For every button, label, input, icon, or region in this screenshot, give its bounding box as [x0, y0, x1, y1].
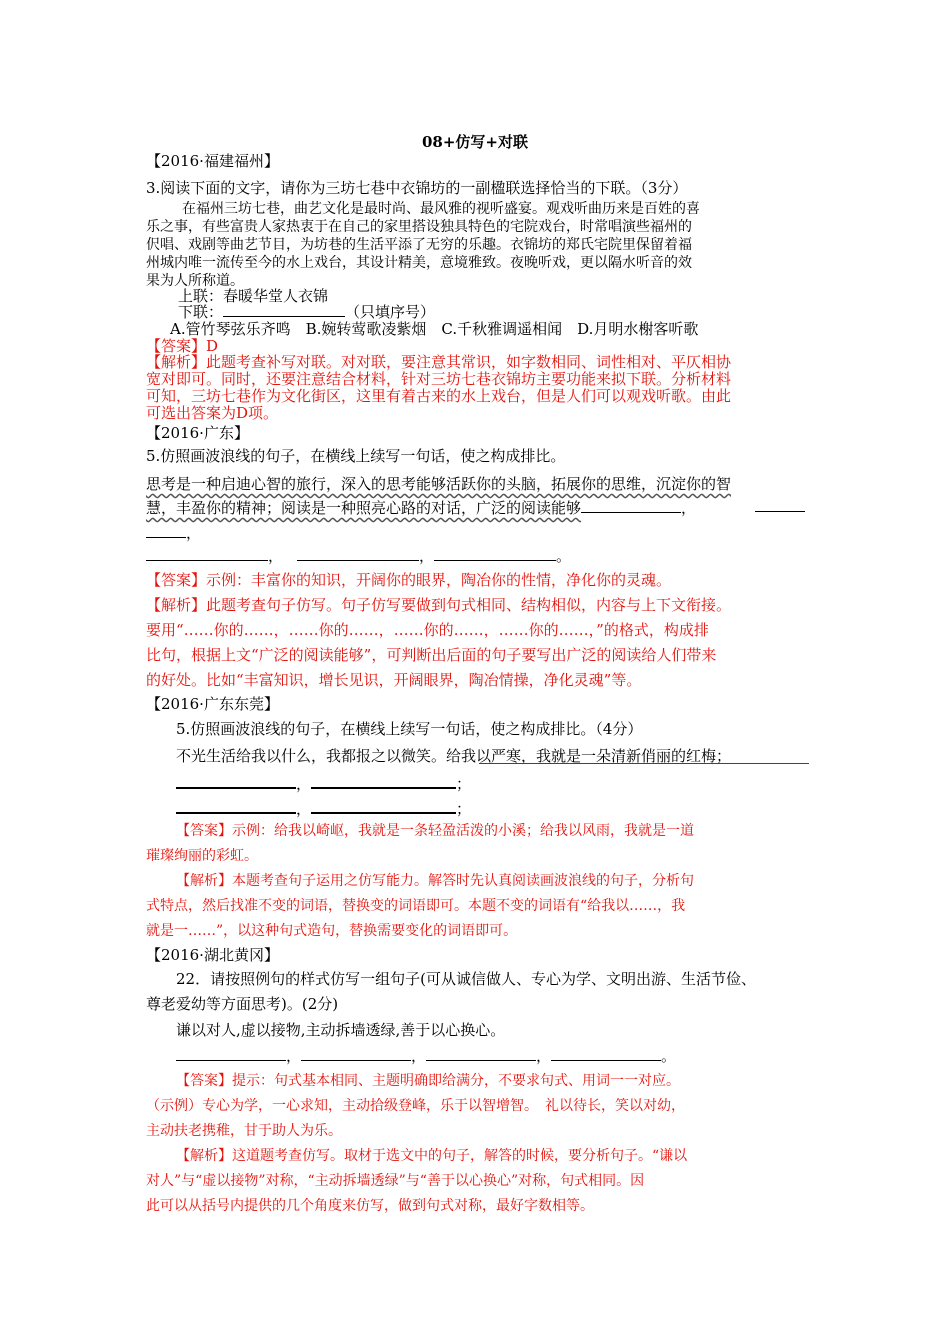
analysis-line: 【解析】本题考查句子运用之仿写能力。解答时先认真阅读画波浪线的句子，分析句 [176, 873, 694, 889]
answer-text: 【答案】示例：丰富你的知识，开阔你的眼界，陶冶你的性情，净化你的灵魂。 [146, 571, 672, 589]
answer-blank[interactable] [311, 797, 456, 814]
comma: ， [411, 1047, 427, 1065]
answer-blank[interactable] [176, 797, 296, 814]
semicolon: ； [456, 800, 472, 818]
passage-line: 在福州三坊七巷，曲艺文化是最时尚、最风雅的视听盛宴。观戏听曲历来是百姓的喜 [182, 201, 700, 217]
answer-line-row [146, 497, 696, 518]
analysis-line: 的好处。比如“丰富知识，增长见识，开阔眼界，陶冶情操，净化灵魂”等。 [146, 671, 642, 689]
answer-line-row [176, 797, 471, 819]
analysis-line: 【解析】这道题考查仿写。取材于选文中的句子，解答的时候，要分析句子。“谦以 [176, 1148, 688, 1164]
section-tag-fuzhou: 【2016·福建福州】 [146, 152, 279, 170]
comma: ， [296, 800, 312, 818]
answer-tag: 【答案】 [146, 337, 207, 355]
analysis-line: 式特点，然后找准不变的词语，替换变的词语即可。本题不变的词语有“给我以……，我 [146, 898, 686, 914]
passage-line: 伬唱、戏剧等曲艺节目，为坊巷的生活平添了无穷的乐趣。衣锦坊的郑氏宅院里保留着福 [146, 237, 692, 253]
answer-line: 璀璨绚丽的彩虹。 [146, 848, 258, 864]
wavy-sentence-end: 慧，丰盈你的精神；阅读是一种照亮心路的对话，广泛的阅读能够 [146, 499, 582, 517]
passage-line: 果为人所称道。 [146, 273, 244, 289]
analysis-tag: 【解析】 [146, 353, 207, 371]
answer-blank[interactable] [581, 498, 681, 513]
question-22: 22．请按照例句的样式仿写一组句子(可从诚信做人、专心为学、文明出游、生活节俭、 [176, 970, 756, 988]
analysis-line: 此题考查补写对联。对对联，要注意其常识，如字数相同、词性相对、平仄相协 [206, 353, 732, 371]
section-tag-huanggang: 【2016·湖北黄冈】 [146, 946, 279, 964]
answer-line: 【答案】提示：句式基本相同、主题明确即给满分，不要求句式、用词一一对应。 [176, 1073, 680, 1089]
answer-blank[interactable] [301, 1046, 411, 1061]
answer-line: 主动扶老携稚，甘于助人为乐。 [146, 1123, 342, 1139]
comma: ， [681, 499, 697, 517]
question-5: 5.仿照画波浪线的句子，在横线上续写一句话，使之构成排比。 [146, 447, 566, 465]
analysis-line: 对人”与“虚以接物”对称，“主动拆墙透绿”与“善于以心换心”对称，句式相同。因 [146, 1173, 645, 1189]
semicolon: ； [456, 775, 472, 793]
answer-blank[interactable] [146, 523, 186, 538]
period: 。 [661, 1047, 677, 1065]
lower-couplet-blank[interactable] [223, 302, 345, 317]
analysis-line: 比句，根据上文“广泛的阅读能够”，可判断出后面的句子要写出广泛的阅读给人们带来 [146, 646, 717, 664]
comma: ， [186, 524, 202, 542]
example-sentence: 谦以对人,虚以接物,主动拆墙透绿,善于以心换心。 [176, 1021, 506, 1039]
answer-blank[interactable] [311, 772, 456, 789]
answer-blank[interactable] [297, 546, 419, 561]
passage-line: 乐之事，有些富贵人家热衷于在自己的家里搭设独具特色的宅院戏台，时常唱演些福州的 [146, 219, 692, 235]
answer-blank[interactable] [176, 1046, 286, 1061]
analysis-line: 要用“……你的……，……你的……，……你的……，……你的……，”的格式，构成排 [146, 621, 709, 639]
answer-blank[interactable] [176, 772, 296, 789]
answer-line: （示例）专心为学，一心求知，主动拾级登峰，乐于以智增智。 礼以待长，笑以对幼， [146, 1098, 685, 1114]
answer-blank[interactable] [551, 1046, 661, 1061]
wavy-underline [479, 763, 809, 764]
answer-line-row [146, 545, 571, 566]
passage-line: 州城内唯一流传至今的水上戏台，其设计精美，意境雅致。夜晚听戏，更以隔水听音的效 [146, 255, 692, 271]
lower-couplet-note: （只填序号） [345, 303, 436, 321]
analysis-line: 可知，三坊七巷作为文化街区，这里有着古来的水上戏台，但是人们可以观戏听歌。由此 [146, 387, 732, 405]
answer-blank[interactable] [426, 1046, 536, 1061]
answer-blank[interactable] [755, 511, 805, 512]
sentence-lead: 不光生活给我以什么，我都报之以微笑。给我以严寒，我就是一朵清新俏丽的红梅； [176, 747, 732, 765]
upper-couplet: 上联：春暖华堂人衣锦 [178, 287, 329, 305]
analysis-line: 就是一……”，以这种句式造句，替换需要变化的词语即可。 [146, 923, 518, 939]
question-3: 3.阅读下面的文字，请你为三坊七巷中衣锦坊的一副楹联选择恰当的下联。（3分） [146, 179, 688, 197]
analysis-line: 宽对即可。同时，还要注意结合材料，针对三坊七巷衣锦坊主要功能来拟下联。分析材料 [146, 370, 732, 388]
comma: ， [419, 547, 435, 565]
analysis-line: 可选出答案为D项。 [146, 404, 279, 422]
answer-text: D [206, 337, 219, 355]
answer-line-row [176, 1045, 676, 1066]
page-title: 08+仿写+对联 [421, 133, 528, 151]
question-5: 5.仿照画波浪线的句子，在横线上续写一句话，使之构成排比。（4分） [176, 720, 643, 738]
analysis-line: 此可以从括号内提供的几个角度来仿写，做到句式对称，最好字数相等。 [146, 1198, 594, 1214]
answer-blank[interactable] [434, 546, 556, 561]
answer-line-row [176, 772, 471, 794]
lower-couplet-label: 下联： [178, 303, 224, 321]
analysis-line: 【解析】此题考查句子仿写。句子仿写要做到句式相同、结构相似，内容与上下文衔接。 [146, 596, 732, 614]
question-22-cont: 尊老爱幼等方面思考)。(2分) [146, 995, 339, 1013]
answer-blank[interactable] [146, 546, 268, 561]
wavy-sentence: 思考是一种启迪心智的旅行，深入的思考能够活跃你的头脑，拓展你的思维，沉淀你的智 [146, 475, 732, 493]
comma: ， [296, 775, 312, 793]
period: 。 [556, 547, 572, 565]
comma: ， [536, 1047, 552, 1065]
section-tag-dongguan: 【2016·广东东莞】 [146, 695, 279, 713]
answer-line: 【答案】示例：给我以崎岖，我就是一条轻盈活泼的小溪；给我以风雨，我就是一道 [176, 823, 694, 839]
options: A.管竹琴弦乐齐鸣 B.婉转莺歌凌紫烟 C.千秋雅调遥相闻 D.月明水榭客听歌 [170, 320, 699, 338]
comma: ， [268, 547, 284, 565]
comma: ， [286, 1047, 302, 1065]
answer-line-row [146, 522, 201, 543]
section-tag-guangdong: 【2016·广东】 [146, 424, 249, 442]
